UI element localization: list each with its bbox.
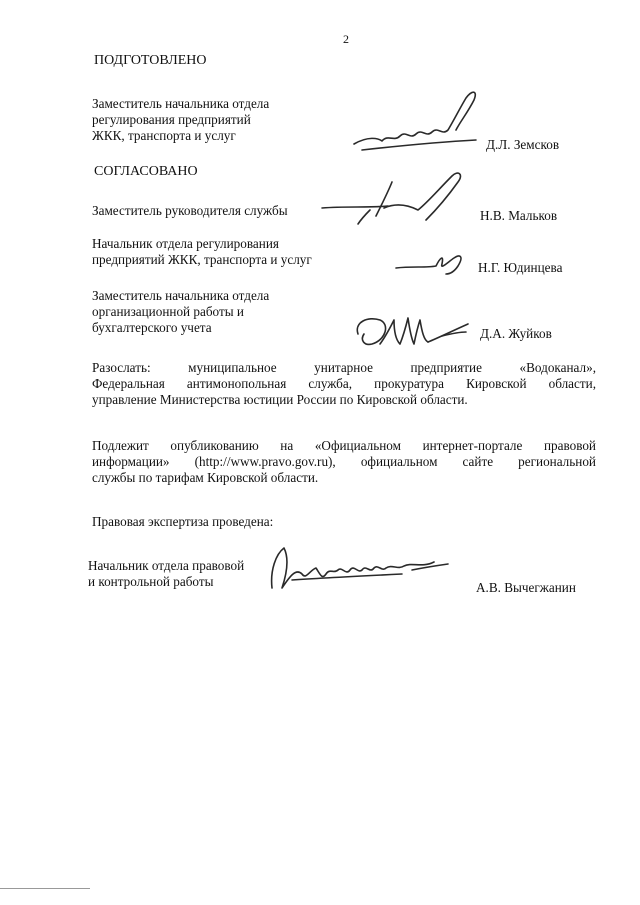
- distribution-line: Разослать: муниципальное унитарное предприятие «Водоканал»,: [92, 360, 596, 375]
- signature-yudintseva: [392, 244, 472, 276]
- prepared-position-line: регулирования предприятий: [92, 112, 251, 127]
- prepared-heading: ПОДГОТОВЛЕНО: [94, 53, 207, 68]
- agreed-heading: СОГЛАСОВАНО: [94, 164, 198, 179]
- agreed-position-line: Заместитель начальника отдела: [92, 288, 270, 303]
- agreed-position-line: организационной работы и: [92, 304, 244, 319]
- publication-paragraph: [92, 438, 596, 486]
- agreed-position-line: предприятий ЖКК, транспорта и услуг: [92, 252, 312, 267]
- publication-line: Подлежит опубликованию на «Официальном интернет-портале правовой: [92, 438, 596, 453]
- agreed-entry-1-name: Н.В. Мальков: [480, 208, 558, 223]
- prepared-position-line: ЖКК, транспорта и услуг: [92, 128, 236, 143]
- agreed-entry-3-position: [92, 288, 269, 336]
- page-edge-divider: [0, 888, 90, 889]
- distribution-line: управление Министерства юстиции России по Кировской области.: [92, 392, 468, 407]
- distribution-paragraph: [92, 360, 596, 408]
- agreed-position-line: Начальник отдела регулирования: [92, 236, 279, 251]
- legal-review-statement: Правовая экспертиза проведена:: [92, 514, 274, 529]
- agreed-position-line: бухгалтерского учета: [92, 320, 212, 335]
- legal-review-name: А.В. Вычегжанин: [476, 580, 576, 595]
- agreed-entry-1-position: [92, 203, 288, 219]
- publication-line: информации» (http://www.pravo.gov.ru), официальном сайте региональной: [92, 454, 596, 469]
- legal-review-position-line: и контрольной работы: [88, 574, 214, 589]
- prepared-position-line: Заместитель начальника отдела: [92, 96, 270, 111]
- prepared-position: [92, 96, 269, 144]
- publication-line: службы по тарифам Кировской области.: [92, 470, 319, 485]
- signature-zemskov: [348, 86, 498, 166]
- agreed-entry-2-position: [92, 236, 312, 268]
- signature-vychegzhanin: [262, 540, 462, 600]
- agreed-entry-3-name: Д.А. Жуйков: [480, 326, 552, 341]
- agreed-position-line: Заместитель руководителя службы: [92, 203, 288, 218]
- legal-review-position: [88, 558, 244, 590]
- signature-zhuikov: [350, 310, 475, 355]
- agreed-entry-2-name: Н.Г. Юдинцева: [478, 260, 563, 275]
- prepared-name: Д.Л. Земсков: [486, 137, 560, 152]
- legal-review-position-line: Начальник отдела правовой: [88, 558, 245, 573]
- distribution-line: Федеральная антимонопольная служба, прокуратура Кировской области,: [92, 376, 596, 391]
- signature-malkov: [318, 172, 478, 237]
- page-number: 2: [343, 32, 349, 46]
